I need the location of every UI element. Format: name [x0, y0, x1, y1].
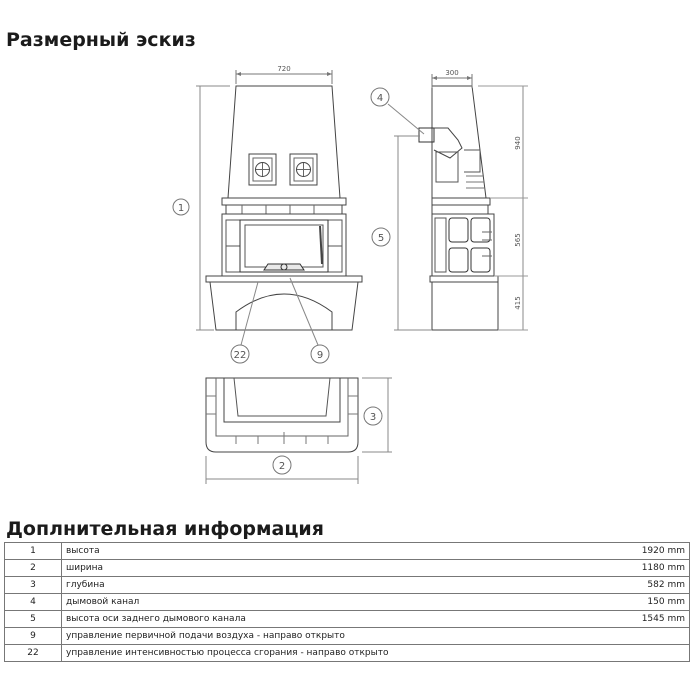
row-label: глубина	[62, 577, 612, 594]
row-value: 1920 mm	[611, 543, 690, 560]
row-number: 9	[5, 628, 62, 645]
row-number: 5	[5, 611, 62, 628]
row-number: 1	[5, 543, 62, 560]
row-value	[611, 645, 690, 662]
row-number: 4	[5, 594, 62, 611]
row-value: 582 mm	[611, 577, 690, 594]
table-row	[5, 577, 690, 594]
table-row	[5, 594, 690, 611]
callout-3: 3	[369, 412, 377, 423]
row-number: 3	[5, 577, 62, 594]
plan-view	[206, 378, 392, 484]
sketch-heading: Размерный эскиз	[6, 29, 196, 51]
row-value: 1545 mm	[611, 611, 690, 628]
side-depth-dimension: 300	[445, 69, 459, 77]
row-label: высота	[62, 543, 612, 560]
row-label: дымовой канал	[62, 594, 612, 611]
table-row	[5, 611, 690, 628]
table-row	[5, 560, 690, 577]
callout-2: 2	[278, 461, 286, 472]
row-number: 22	[5, 645, 62, 662]
side-mid-dimension: 565	[514, 233, 522, 247]
side-bottom-dimension: 415	[514, 296, 522, 310]
callout-22: 22	[233, 350, 247, 361]
info-table	[4, 542, 690, 662]
callout-4: 4	[376, 93, 384, 104]
row-number: 2	[5, 560, 62, 577]
callout-1: 1	[177, 203, 185, 214]
row-value: 1180 mm	[611, 560, 690, 577]
table-row	[5, 645, 690, 662]
side-top-dimension: 940	[514, 136, 522, 150]
callout-5: 5	[377, 233, 385, 244]
row-value: 150 mm	[611, 594, 690, 611]
table-row	[5, 628, 690, 645]
front-view	[173, 65, 362, 363]
row-value	[611, 628, 690, 645]
row-label: ширина	[62, 560, 612, 577]
row-label: управление интенсивностью процесса сгорания - направо открыто	[62, 645, 612, 662]
info-heading: Доплнительная информация	[6, 518, 324, 540]
row-label: высота оси заднего дымового канала	[62, 611, 612, 628]
row-label: управление первичной подачи воздуха - направо открыто	[62, 628, 612, 645]
callout-9: 9	[316, 350, 324, 361]
table-row	[5, 543, 690, 560]
side-view	[371, 69, 528, 330]
front-width-dimension: 720	[277, 65, 291, 73]
